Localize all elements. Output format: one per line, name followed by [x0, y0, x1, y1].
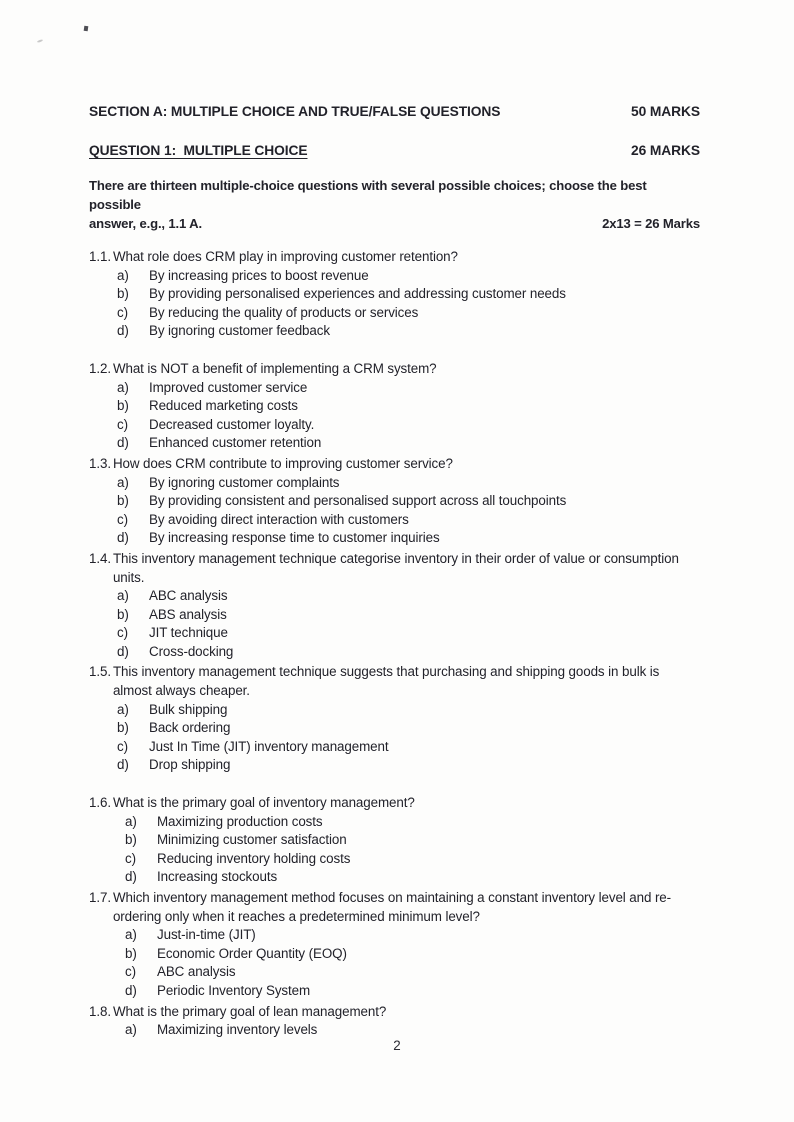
answer-option [117, 738, 700, 757]
option-letter: d) [117, 323, 129, 339]
answer-option [125, 813, 700, 832]
answer-option [125, 982, 700, 1001]
option-text: By avoiding direct interaction with customers [149, 511, 409, 527]
option-letter: c) [125, 964, 136, 980]
answer-option [117, 416, 700, 435]
option-text: Drop shipping [149, 757, 231, 773]
option-text: Reducing inventory holding costs [157, 850, 351, 866]
option-text: By increasing response time to customer inquiries [149, 530, 440, 546]
option-letter: a) [117, 267, 129, 283]
question-row [89, 248, 700, 267]
page-number: 2 [393, 1038, 401, 1053]
question-block [89, 889, 700, 1001]
question-block [89, 663, 700, 775]
option-letter: b) [117, 606, 129, 622]
question-number: 1.6. [89, 795, 111, 811]
question-row [89, 455, 700, 474]
option-text: Economic Order Quantity (EOQ) [157, 945, 347, 961]
option-text: Periodic Inventory System [157, 982, 311, 998]
answer-option [125, 945, 700, 964]
answer-option [117, 492, 700, 511]
question-text: Which inventory management method focuses on maintaining a constant inventory level and re-ordering only when it reaches a predetermined minimum level? [112, 890, 672, 924]
questions-container [89, 248, 700, 1040]
question-text: What is NOT a benefit of implementing a CRM system? [112, 360, 437, 376]
option-text: By reducing the quality of products or services [149, 304, 419, 320]
answer-option [117, 511, 700, 530]
option-text: By providing consistent and personalised support across all touchpoints [149, 493, 567, 509]
option-letter: d) [117, 530, 129, 546]
answer-option [117, 529, 700, 548]
answer-option [117, 606, 700, 625]
section-marks: 50 MARKS [631, 104, 700, 119]
option-letter: d) [117, 643, 129, 659]
option-text: Just In Time (JIT) inventory management [149, 738, 389, 754]
option-letter: b) [117, 720, 129, 736]
option-letter: c) [117, 304, 128, 320]
option-letter: a) [117, 474, 129, 490]
answer-option [117, 587, 700, 606]
section-header-row [89, 103, 700, 121]
answer-option [117, 756, 700, 775]
instructions-line1: There are thirteen multiple-choice questions with several possible choices; choose the best possible [89, 178, 647, 212]
question-block [89, 360, 700, 453]
option-letter: b) [117, 398, 129, 414]
question-row [89, 1003, 700, 1022]
question-number: 1.7. [89, 890, 111, 905]
question-row [89, 360, 700, 379]
question-number: 1.2. [89, 360, 111, 376]
option-letter: b) [117, 493, 129, 509]
answer-option [125, 850, 700, 869]
question-marks: 26 MARKS [631, 143, 700, 158]
option-letter: b) [125, 832, 137, 848]
option-text: Reduced marketing costs [149, 398, 298, 414]
option-text: ABS analysis [149, 606, 227, 622]
option-text: Minimizing customer satisfaction [157, 832, 347, 848]
option-text: Enhanced customer retention [149, 435, 322, 451]
question-text: This inventory management technique categorise inventory in their order of value or consumption units. [112, 550, 679, 585]
marks-note: 2x13 = 26 Marks [602, 216, 700, 231]
option-text: Increasing stockouts [157, 869, 278, 885]
question-block [89, 1003, 700, 1040]
answer-option [125, 868, 700, 887]
option-text: JIT technique [149, 625, 228, 641]
answer-option [117, 643, 700, 662]
question-row [89, 663, 700, 700]
option-text: ABC analysis [149, 588, 228, 604]
question-block [89, 794, 700, 887]
answer-option [125, 963, 700, 982]
option-text: By increasing prices to boost revenue [149, 267, 369, 283]
answer-option [117, 397, 700, 416]
page-content [89, 103, 700, 1040]
option-letter: b) [117, 286, 129, 302]
option-letter: d) [125, 869, 137, 885]
option-text: Bulk shipping [149, 701, 228, 717]
question-block [89, 455, 700, 548]
question-block [89, 550, 700, 662]
option-text: Cross-docking [149, 643, 234, 659]
instructions-line2: answer, e.g., 1.1 A. [89, 216, 202, 231]
answer-option [117, 701, 700, 720]
question-text: How does CRM contribute to improving customer service? [112, 455, 453, 471]
question-row [89, 889, 700, 926]
option-letter: c) [125, 850, 136, 866]
option-letter: a) [125, 1022, 137, 1038]
question-number: 1.1. [89, 249, 111, 264]
answer-option [117, 474, 700, 493]
option-letter: c) [117, 738, 128, 754]
option-letter: a) [117, 701, 129, 717]
answer-option [117, 304, 700, 323]
option-text: By ignoring customer feedback [149, 323, 330, 339]
option-text: Decreased customer loyalty. [149, 416, 315, 432]
instructions-line2-row [89, 214, 700, 233]
scan-artifact-dot [84, 26, 89, 32]
answer-option [117, 719, 700, 738]
question-number: 1.3. [89, 455, 111, 471]
answer-option [117, 434, 700, 453]
question-title: QUESTION 1: MULTIPLE CHOICE [89, 143, 308, 158]
question-text: This inventory management technique suggests that purchasing and shipping goods in bulk is almost always cheaper. [112, 664, 660, 699]
option-text: By providing personalised experiences and addressing customer needs [149, 286, 566, 302]
instructions [89, 176, 700, 233]
answer-option [125, 1021, 700, 1040]
question-text: What is the primary goal of lean management? [112, 1003, 387, 1019]
question-row [89, 550, 700, 587]
option-text: Back ordering [149, 720, 231, 736]
question-number: 1.5. [89, 664, 111, 680]
option-text: ABC analysis [157, 964, 236, 980]
option-letter: c) [117, 511, 128, 527]
option-letter: a) [117, 379, 129, 395]
question-row [89, 794, 700, 813]
option-letter: a) [117, 588, 129, 604]
question-number: 1.8. [89, 1003, 111, 1019]
option-letter: d) [117, 435, 129, 451]
answer-option [125, 831, 700, 850]
option-letter: d) [117, 757, 129, 773]
answer-option [117, 624, 700, 643]
section-title: SECTION A: MULTIPLE CHOICE AND TRUE/FALSE QUESTIONS [89, 104, 501, 119]
option-text: Maximizing production costs [157, 813, 323, 829]
answer-option [117, 379, 700, 398]
question-header-row [89, 142, 700, 160]
answer-option [125, 926, 700, 945]
option-letter: b) [125, 945, 137, 961]
option-letter: d) [125, 982, 137, 998]
question-text: What is the primary goal of inventory management? [112, 795, 415, 811]
option-letter: a) [125, 813, 137, 829]
question-text: What role does CRM play in improving customer retention? [112, 249, 458, 264]
option-letter: c) [117, 625, 128, 641]
question-block [89, 248, 700, 341]
answer-option [117, 285, 700, 304]
option-letter: c) [117, 416, 128, 432]
question-number: 1.4. [89, 550, 111, 566]
option-text: Improved customer service [149, 379, 308, 395]
answer-option [117, 267, 700, 286]
option-text: Just-in-time (JIT) [157, 927, 256, 943]
scan-artifact-smudge [37, 39, 43, 43]
option-letter: a) [125, 927, 137, 943]
option-text: Maximizing inventory levels [157, 1022, 318, 1038]
option-text: By ignoring customer complaints [149, 474, 340, 490]
answer-option [117, 322, 700, 341]
